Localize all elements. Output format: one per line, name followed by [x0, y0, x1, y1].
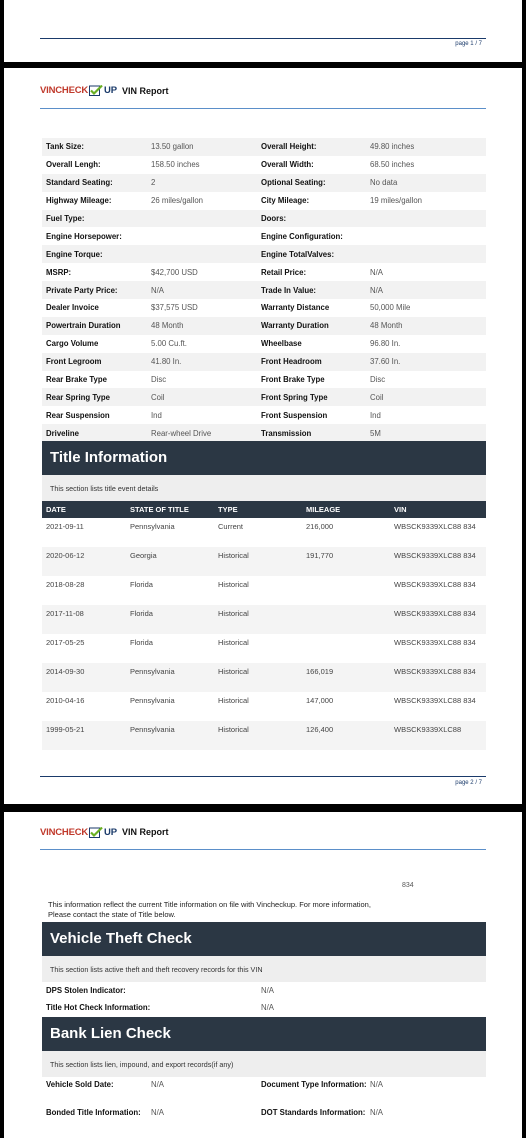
cell-type: Historical	[218, 696, 249, 705]
vehicle-spec-table	[42, 138, 486, 442]
cell-vin: WBSCK9339XLC88 834	[394, 580, 476, 589]
header-rule	[40, 108, 486, 109]
spec-value: Disc	[151, 375, 167, 385]
spec-value: 48 Month	[370, 321, 403, 331]
spec-label: Rear Brake Type	[46, 375, 107, 385]
lien-row-1: Vehicle Sold Date: N/A Document Type Information: N/A	[46, 1080, 383, 1089]
cell-vin: WBSCK9339XLC88 834	[394, 696, 476, 705]
spec-label: Highway Mileage:	[46, 196, 112, 206]
checkmark-icon	[89, 827, 103, 838]
theft-row-dps: DPS Stolen Indicator: N/A	[46, 986, 274, 995]
table-row	[42, 634, 486, 663]
spec-row	[42, 317, 486, 335]
cell-state: Georgia	[130, 551, 157, 560]
title-information-heading: Title Information	[42, 441, 486, 475]
spec-label: Optional Seating:	[261, 178, 326, 188]
spec-value: N/A	[370, 285, 383, 295]
spec-value: Coil	[151, 392, 165, 402]
title-history-table	[42, 501, 486, 750]
spec-label: Private Party Price:	[46, 285, 118, 295]
theft-check-heading: Vehicle Theft Check	[42, 922, 486, 956]
spec-value: 19 miles/gallon	[370, 196, 423, 206]
spec-value: 26 miles/gallon	[151, 196, 204, 206]
spec-value: Coil	[370, 392, 384, 402]
table-body	[42, 518, 486, 750]
cell-date: 2020-06-12	[46, 551, 85, 560]
lien-row-2: Bonded Title Information: N/A DOT Standards Information: N/A	[46, 1108, 383, 1117]
spec-value: 48 Month	[151, 321, 184, 331]
spec-value: N/A	[151, 285, 164, 295]
cell-vin: WBSCK9339XLC88 834	[394, 667, 476, 676]
table-row	[42, 576, 486, 605]
spec-value: Rear-wheel Drive	[151, 428, 212, 438]
cell-date: 2017-11-08	[46, 609, 84, 618]
cell-vin: WBSCK9339XLC88 834	[394, 522, 476, 531]
spec-value: Disc	[370, 375, 386, 385]
spec-label: Engine TotalValves:	[261, 249, 335, 259]
spec-value: 68.50 inches	[370, 160, 415, 170]
cell-date: 2021-09-11	[46, 522, 84, 531]
report-page-3	[4, 812, 522, 1138]
spec-label: Cargo Volume	[46, 339, 99, 349]
cell-date: 2010-04-16	[46, 696, 85, 705]
spec-label: Doors:	[261, 214, 287, 223]
spec-label: Front Headroom	[261, 357, 322, 367]
spec-row	[42, 299, 486, 317]
spec-row	[42, 353, 486, 371]
spec-label: City Mileage:	[261, 196, 310, 206]
spec-row	[42, 335, 486, 353]
cell-vin: WBSCK9339XLC88 834	[394, 638, 476, 647]
spec-value: 5M	[370, 428, 381, 438]
spec-label: Front Brake Type	[261, 375, 325, 385]
table-header	[42, 501, 486, 518]
spec-label: Retail Price:	[261, 267, 307, 277]
column-type: TYPE	[218, 505, 238, 514]
header-rule	[40, 849, 486, 850]
spec-label: Overall Lengh:	[46, 160, 101, 170]
cell-state: Pennsylvania	[130, 725, 175, 734]
spec-value: 158.50 inches	[151, 160, 200, 170]
column-date: DATE	[46, 505, 66, 514]
spec-label: Standard Seating:	[46, 178, 113, 188]
report-title: VIN Report	[122, 86, 169, 96]
report-page-1	[4, 0, 522, 62]
spec-label: Tank Size:	[46, 142, 84, 152]
cell-mileage: 126,400	[306, 725, 334, 734]
spec-row	[42, 406, 486, 424]
cell-state: Florida	[130, 609, 153, 618]
spec-row	[42, 138, 486, 156]
spec-label: Rear Spring Type	[46, 392, 110, 402]
spec-value: 50,000 Mile	[370, 303, 411, 313]
footer-rule	[40, 38, 486, 39]
cell-date: 1999-05-21	[46, 725, 85, 734]
spec-value: 2	[151, 178, 156, 188]
spec-label: Powertrain Duration	[46, 321, 121, 331]
spec-row	[42, 156, 486, 174]
cell-state: Florida	[130, 638, 153, 647]
cell-mileage: 166,019	[306, 667, 334, 676]
spec-value: 49.80 inches	[370, 142, 415, 152]
vincheckup-logo: VIN CHECK UP	[40, 85, 117, 96]
vin-continued: 834	[402, 882, 414, 889]
cell-type: Historical	[218, 580, 249, 589]
bank-lien-heading: Bank Lien Check	[42, 1017, 486, 1051]
spec-label: Transmission	[261, 428, 312, 438]
checkmark-icon	[89, 85, 103, 96]
cell-date: 2018-08-28	[46, 580, 85, 589]
spec-row	[42, 424, 486, 442]
spec-value: $37,575 USD	[151, 303, 198, 313]
spec-label: Fuel Type:	[46, 214, 85, 223]
spec-row	[42, 174, 486, 192]
spec-label: Engine Torque:	[46, 249, 103, 259]
spec-row	[42, 388, 486, 406]
table-row	[42, 518, 486, 547]
spec-row	[42, 371, 486, 389]
report-page-2	[4, 68, 522, 804]
spec-label: Warranty Distance	[261, 303, 330, 313]
spec-row	[42, 263, 486, 281]
spec-row	[42, 192, 486, 210]
theft-row-hot-check: Title Hot Check Information: N/A	[46, 1003, 274, 1012]
spec-label: Trade In Value:	[261, 285, 317, 295]
table-row	[42, 692, 486, 721]
report-title: VIN Report	[122, 827, 169, 837]
spec-label: Dealer Invoice	[46, 303, 99, 313]
spec-label: MSRP:	[46, 267, 72, 277]
spec-value: N/A	[370, 267, 383, 277]
cell-state: Florida	[130, 580, 153, 589]
footer-rule	[40, 776, 486, 777]
spec-value: Ind	[370, 410, 381, 420]
cell-mileage	[306, 609, 394, 634]
cell-mileage: 191,770	[306, 551, 334, 560]
spec-label: Front Legroom	[46, 357, 102, 367]
title-info-note: This information reflect the current Title information on file with Vincheckup. For more information, Please contact the state of Title below.	[48, 900, 371, 919]
cell-type: Historical	[218, 638, 249, 647]
cell-type: Historical	[218, 667, 249, 676]
spec-row	[42, 210, 486, 228]
spec-value: 96.80 In.	[370, 339, 401, 349]
spec-value: $42,700 USD	[151, 267, 198, 277]
spec-label: Driveline	[46, 428, 79, 438]
column-mileage: MILEAGE	[306, 505, 341, 514]
spec-label: Overall Height:	[261, 142, 317, 152]
spec-row	[42, 245, 486, 263]
cell-mileage	[306, 638, 394, 663]
spec-label: Engine Configuration:	[261, 231, 343, 241]
spec-label: Front Suspension	[261, 410, 328, 420]
spec-value: 13.50 gallon	[151, 142, 194, 152]
page-number: page 1 / 7	[455, 41, 482, 47]
cell-state: Pennsylvania	[130, 522, 175, 531]
column-vin: VIN	[394, 504, 407, 514]
spec-label: Overall Width:	[261, 160, 314, 170]
cell-state: Pennsylvania	[130, 667, 175, 676]
cell-vin: WBSCK9339XLC88	[394, 725, 462, 734]
spec-value: 41.80 In.	[151, 357, 182, 367]
theft-check-subtitle: This section lists active theft and theft recovery records for this VIN	[42, 956, 486, 982]
cell-state: Pennsylvania	[130, 696, 175, 705]
spec-label: Wheelbase	[261, 339, 302, 349]
spec-value: Ind	[151, 410, 162, 420]
cell-vin: WBSCK9339XLC88 834	[394, 551, 476, 560]
spec-label: Front Spring Type	[261, 392, 328, 402]
table-row	[42, 721, 486, 750]
cell-date: 2014-09-30	[46, 667, 85, 676]
cell-mileage: 216,000	[306, 522, 334, 531]
bank-lien-subtitle: This section lists lien, impound, and export records(if any)	[42, 1051, 486, 1077]
spec-row	[42, 281, 486, 299]
cell-vin: WBSCK9339XLC88 834	[394, 609, 476, 618]
table-row	[42, 547, 486, 576]
spec-row	[42, 227, 486, 245]
vincheckup-logo: VIN CHECK UP	[40, 827, 117, 838]
cell-type: Historical	[218, 609, 249, 618]
cell-type: Historical	[218, 725, 249, 734]
spec-label: Engine Horsepower:	[46, 231, 122, 241]
cell-type: Historical	[218, 551, 249, 560]
spec-value: 37.60 In.	[370, 357, 401, 367]
page-number: page 2 / 7	[455, 780, 482, 786]
cell-date: 2017-05-25	[46, 638, 85, 647]
cell-type: Current	[218, 522, 244, 531]
spec-value: No data	[370, 178, 398, 188]
spec-value: 5.00 Cu.ft.	[151, 339, 187, 349]
title-information-subtitle: This section lists title event details	[42, 475, 486, 501]
spec-label: Warranty Duration	[261, 321, 329, 331]
table-row	[42, 605, 486, 634]
table-row	[42, 663, 486, 692]
cell-mileage: 147,000	[306, 696, 334, 705]
spec-label: Rear Suspension	[46, 410, 110, 420]
cell-mileage	[306, 580, 394, 605]
column-state: STATE OF TITLE	[130, 505, 189, 514]
